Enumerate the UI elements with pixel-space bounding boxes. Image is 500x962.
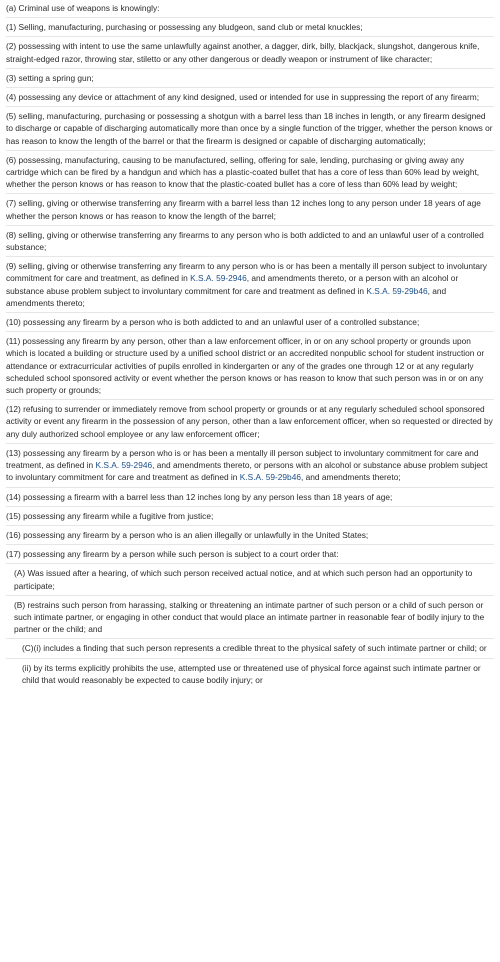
- statute-item-text: , and amendments thereto, or persons with an alcohol or substance abuse problem subject to involuntary commitment for care and treatment as defined in: [6, 460, 488, 483]
- item-divider: [6, 256, 494, 257]
- statute-reference-link[interactable]: K.S.A. 59-29b46: [239, 472, 301, 483]
- statute-item: [6, 510, 494, 522]
- statute-item: [6, 197, 494, 221]
- statute-item: [6, 21, 494, 33]
- statute-item: [6, 548, 494, 560]
- statute-item-text: , and amendments thereto, or a person with an alcohol or substance abuse problem subject to involuntary commitment for care and treatment as defined in: [6, 273, 459, 296]
- item-divider: [6, 658, 494, 659]
- statute-item-text: (13) possessing any firearm by a person who is or has been a mentally ill person subject to involuntary commitment for care and treatment, as defined in: [6, 447, 479, 471]
- item-divider: [6, 193, 494, 194]
- item-divider: [6, 525, 494, 526]
- item-divider: [6, 544, 494, 545]
- item-divider: [6, 399, 494, 400]
- statute-item: [6, 229, 494, 253]
- statute-items: [6, 17, 494, 686]
- statute-item-text: (15) possessing any firearm while a fugitive from justice;: [6, 510, 214, 521]
- statute-item-text: (7) selling, giving or otherwise transferring any firearm with a barrel less than 12 inches long to any person under 18 years of age whether the person knows or has reason to know the length of the barrel;: [6, 198, 481, 221]
- statute-item: [6, 403, 494, 440]
- item-divider: [6, 87, 494, 88]
- statute-item: [6, 335, 494, 396]
- item-divider: [6, 225, 494, 226]
- item-divider: [6, 331, 494, 332]
- statute-item-text: (10) possessing any firearm by a person who is both addicted to and an unlawful user of a controlled substance;: [6, 317, 420, 328]
- statute-item-text: , and amendments thereto;: [300, 472, 401, 483]
- statute-item-text: (3) setting a spring gun;: [6, 72, 94, 83]
- statute-reference-link[interactable]: K.S.A. 59-2946: [190, 273, 247, 284]
- statute-intro: (a) Criminal use of weapons is knowingly:: [6, 3, 160, 13]
- item-divider: [6, 595, 494, 596]
- statute-item-text: (ii) by its terms explicitly prohibits the use, attempted use or threatened use of physical force against such intimate partner or child that would reasonably be expected to cause bodily injury; or: [22, 662, 481, 685]
- statute-item: [6, 599, 494, 636]
- statute-item: [6, 491, 494, 503]
- item-divider: [6, 150, 494, 151]
- item-divider: [6, 36, 494, 37]
- statute-item-text: (6) possessing, manufacturing, causing to be manufactured, selling, offering for sale, lending, purchasing or giving away any cartridge which can be fired by a handgun and which has a plastic-coated bullet that has a core of less than 60% lead by weight, whether the person knows or has reason to know that the plastic-coated bullet has a core of less than 60% lead by weight;: [6, 154, 480, 190]
- statute-item: [6, 567, 494, 591]
- statute-item-text: (12) refusing to surrender or immediately remove from school property or grounds or at any regularly scheduled school sponsored activity or event any firearm in the possession of any person, other than a law enforcement officer, when so requested or directed by any duly authorized school employee or any law enforcement officer;: [6, 404, 493, 439]
- item-divider: [6, 68, 494, 69]
- statute-item-text: , and amendments thereto;: [6, 285, 447, 308]
- statute-item-text: (5) selling, manufacturing, purchasing or possessing a shotgun with a barrel less than 18 inches in length, or any firearm designed to discharge or capable of discharging automatically more than once by a single function of the trigger, whether the person knows or has reason to know the length of the barrel or that the firearm is designed or capable of discharging automatically;: [6, 111, 493, 146]
- statute-item-text: (4) possessing any device or attachment of any kind designed, used or intended for use in suppressing the report of any firearm;: [6, 92, 480, 103]
- item-divider: [6, 487, 494, 488]
- statute-item: [6, 316, 494, 328]
- statute-item: [6, 72, 494, 84]
- statute-item: [6, 154, 494, 191]
- statute-item-text: (16) possessing any firearm by a person who is an alien illegally or unlawfully in the United States;: [6, 529, 369, 540]
- statute-item: [6, 529, 494, 541]
- statute-item-text: (1) Selling, manufacturing, purchasing or possessing any bludgeon, sand club or metal knuckles;: [6, 22, 363, 33]
- item-divider: [6, 443, 494, 444]
- statute-item-text: (A) Was issued after a hearing, of which such person received actual notice, and at which such person had an opportunity to participate;: [14, 568, 473, 591]
- statute-item-text: (B) restrains such person from harassing, stalking or threatening an intimate partner of such person or a child of such person or such intimate partner, or engaging in other conduct that would place an intimate partner in reasonable fear of bodily injury to the partner or the child; and: [14, 599, 485, 635]
- statute-item-text: (11) possessing any firearm by any person, other than a law enforcement officer, in or on any school property or grounds upon which is located a building or structure used by a unified school district or an accredited nonpublic school for student instruction or attendance or extracurricular activities of pupils enrolled in kindergarten or any of the grades one through 12 or at any regularly scheduled school sponsored activity or event whether the person knows or has reason to know that such person was in or on any such property or grounds;: [6, 336, 485, 396]
- item-divider: [6, 506, 494, 507]
- statute-item-text: (C)(i) includes a finding that such person represents a credible threat to the physical safety of such intimate partner or child; or: [22, 643, 487, 654]
- statute-item: [6, 91, 494, 103]
- statute-item: [6, 642, 494, 654]
- statute-item: [6, 662, 494, 686]
- item-divider: [6, 312, 494, 313]
- statute-item: [6, 447, 494, 484]
- statute-reference-link[interactable]: K.S.A. 59-2946: [95, 460, 153, 471]
- statute-item: [6, 110, 494, 147]
- statute-item-text: (9) selling, giving or otherwise transferring any firearm to any person who is or has been a mentally ill person subject to involuntary commitment for care and treatment, as defined in: [6, 261, 487, 284]
- item-divider: [6, 106, 494, 107]
- statute-item-text: (14) possessing a firearm with a barrel less than 12 inches long by any person less than 18 years of age;: [6, 491, 393, 502]
- statute-item-text: (8) selling, giving or otherwise transferring any firearms to any person who is both addicted to and an unlawful user of a controlled substance;: [6, 229, 484, 253]
- statute-item-text: (17) possessing any firearm by a person while such person is subject to a court order that:: [6, 549, 339, 560]
- item-divider: [6, 17, 494, 18]
- statute-reference-link[interactable]: K.S.A. 59-29b46: [366, 285, 428, 296]
- statute-item: [6, 260, 494, 309]
- item-divider: [6, 563, 494, 564]
- statute-item: [6, 40, 494, 64]
- item-divider: [6, 638, 494, 639]
- statute-item-text: (2) possessing with intent to use the same unlawfully against another, a dagger, dirk, billy, blackjack, slungshot, dangerous knife, straight-edged razor, throwing star, stiletto or any other dangerous or deadly weapon or instrument of like character;: [6, 41, 480, 64]
